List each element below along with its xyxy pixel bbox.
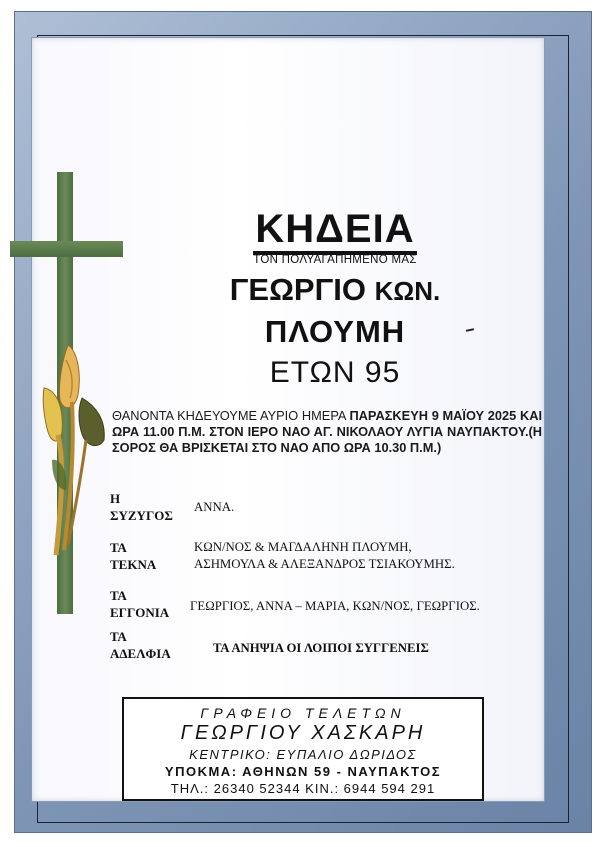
announcement-date: 9 ΜΑΪΟΥ — [431, 408, 485, 423]
cross-bar — [10, 241, 123, 257]
funeral-home-name: ΓΕΩΡΓΙΟΥ ΧΑΣΚΑΡΗ — [180, 722, 426, 744]
funeral-home-phones: ΤΗΛ.: 26340 52344 ΚΙΝ.: 6944 594 291 — [170, 781, 436, 796]
first-name: ΓΕΩΡΓΙΟ — [229, 272, 366, 307]
funeral-home-main-office: ΚΕΝΤΡΙΚΟ: ΕΥΠΑΛΙΟ ΔΩΡΙΔΟΣ — [189, 747, 417, 762]
deceased-surname: ΠΛΟΥΜΗ — [264, 314, 406, 349]
funeral-home-box — [122, 697, 484, 801]
announcement-day: ΠΑΡΑΣΚΕΥΗ — [349, 408, 428, 423]
announcement-details: 11.00 Π.Μ. ΣΤΟΝ ΙΕΡΟ ΝΑΟ ΑΓ. ΝΙΚΟΛΑΟΥ ΛΥΓΙΑ ΝΑΥΠΑΚΤΟΥ.(Η ΣΟΡΟΣ ΘΑ ΒΡΙΣΚΕΤΑΙ ΣΤΟ ΝΑΟ ΑΠΟ ΩΡΑ 10.30 Π.Μ.) — [112, 424, 543, 455]
funeral-announcement — [112, 408, 542, 456]
children-label-line2: ΤΕΚΝΑ — [110, 557, 157, 572]
deceased-first-name — [140, 273, 530, 308]
spouse-label — [110, 490, 173, 524]
children-value-line2: ΑΣΗΜΟΥΛΑ & ΑΛΕΞΑΝΔΡΟΣ ΤΣΙΑΚΟΥΜΗΣ. — [194, 557, 455, 571]
siblings-label-line2: ΑΔΕΛΦΙΑ — [110, 646, 171, 661]
notice-subtitle: ΤΟΝ ΠΟΛΥΑΓΑΠΗΜΕΝΟ ΜΑΣ — [253, 254, 417, 266]
announcement-part1: ΘΑΝΟΝΤΑ ΚΗΔΕΥΟΥΜΕ ΑΥΡΙΟ ΗΜΕΡΑ — [112, 408, 346, 423]
notice-title — [140, 207, 530, 251]
calla-lily-icon — [38, 340, 110, 565]
siblings-label — [110, 628, 171, 662]
children-value — [194, 539, 455, 573]
grandchildren-label-line1: ΤΑ — [110, 588, 127, 603]
funeral-home-type: ΓΡΑΦΕΙΟ ΤΕΛΕΤΩΝ — [200, 705, 406, 721]
notice-title-text: ΚΗΔΕΙΑ — [253, 207, 416, 255]
siblings-value: ΤΑ ΑΝΗΨΙΑ ΟΙ ΛΟΙΠΟΙ ΣΥΓΓΕΝΕΙΣ — [213, 641, 429, 655]
grandchildren-label — [110, 587, 169, 621]
announcement-year: 2025 ΚΑΙ ΩΡΑ — [112, 408, 542, 439]
grandchildren-label-line2: ΕΓΓΟΝΙΑ — [110, 605, 170, 620]
siblings-label-line1: ΤΑ — [110, 629, 127, 644]
grandchildren-value: ΓΕΩΡΓΙΟΣ, ΑΝΝΑ – ΜΑΡΙΑ, ΚΩΝ/ΝΟΣ, ΓΕΩΡΓΙΟΣ. — [190, 599, 480, 613]
deceased-age: ΕΤΩΝ 95 — [269, 356, 401, 389]
patronymic: ΚΩΝ. — [374, 276, 441, 306]
spouse-label-line1: Η — [110, 491, 121, 506]
children-value-line1: ΚΩΝ/ΝΟΣ & ΜΑΓΔΑΛΗΝΗ ΠΛΟΥΜΗ, — [194, 540, 412, 554]
spouse-value: ΑΝΝΑ. — [194, 500, 235, 514]
spouse-label-line2: ΣΥΖΥΓΟΣ — [110, 508, 173, 523]
children-label-line1: ΤΑ — [110, 540, 127, 555]
funeral-home-branch: ΥΠΟΚΜΑ: ΑΘΗΝΩΝ 59 - ΝΑΥΠΑΚΤΟΣ — [164, 764, 442, 779]
children-label — [110, 539, 156, 573]
